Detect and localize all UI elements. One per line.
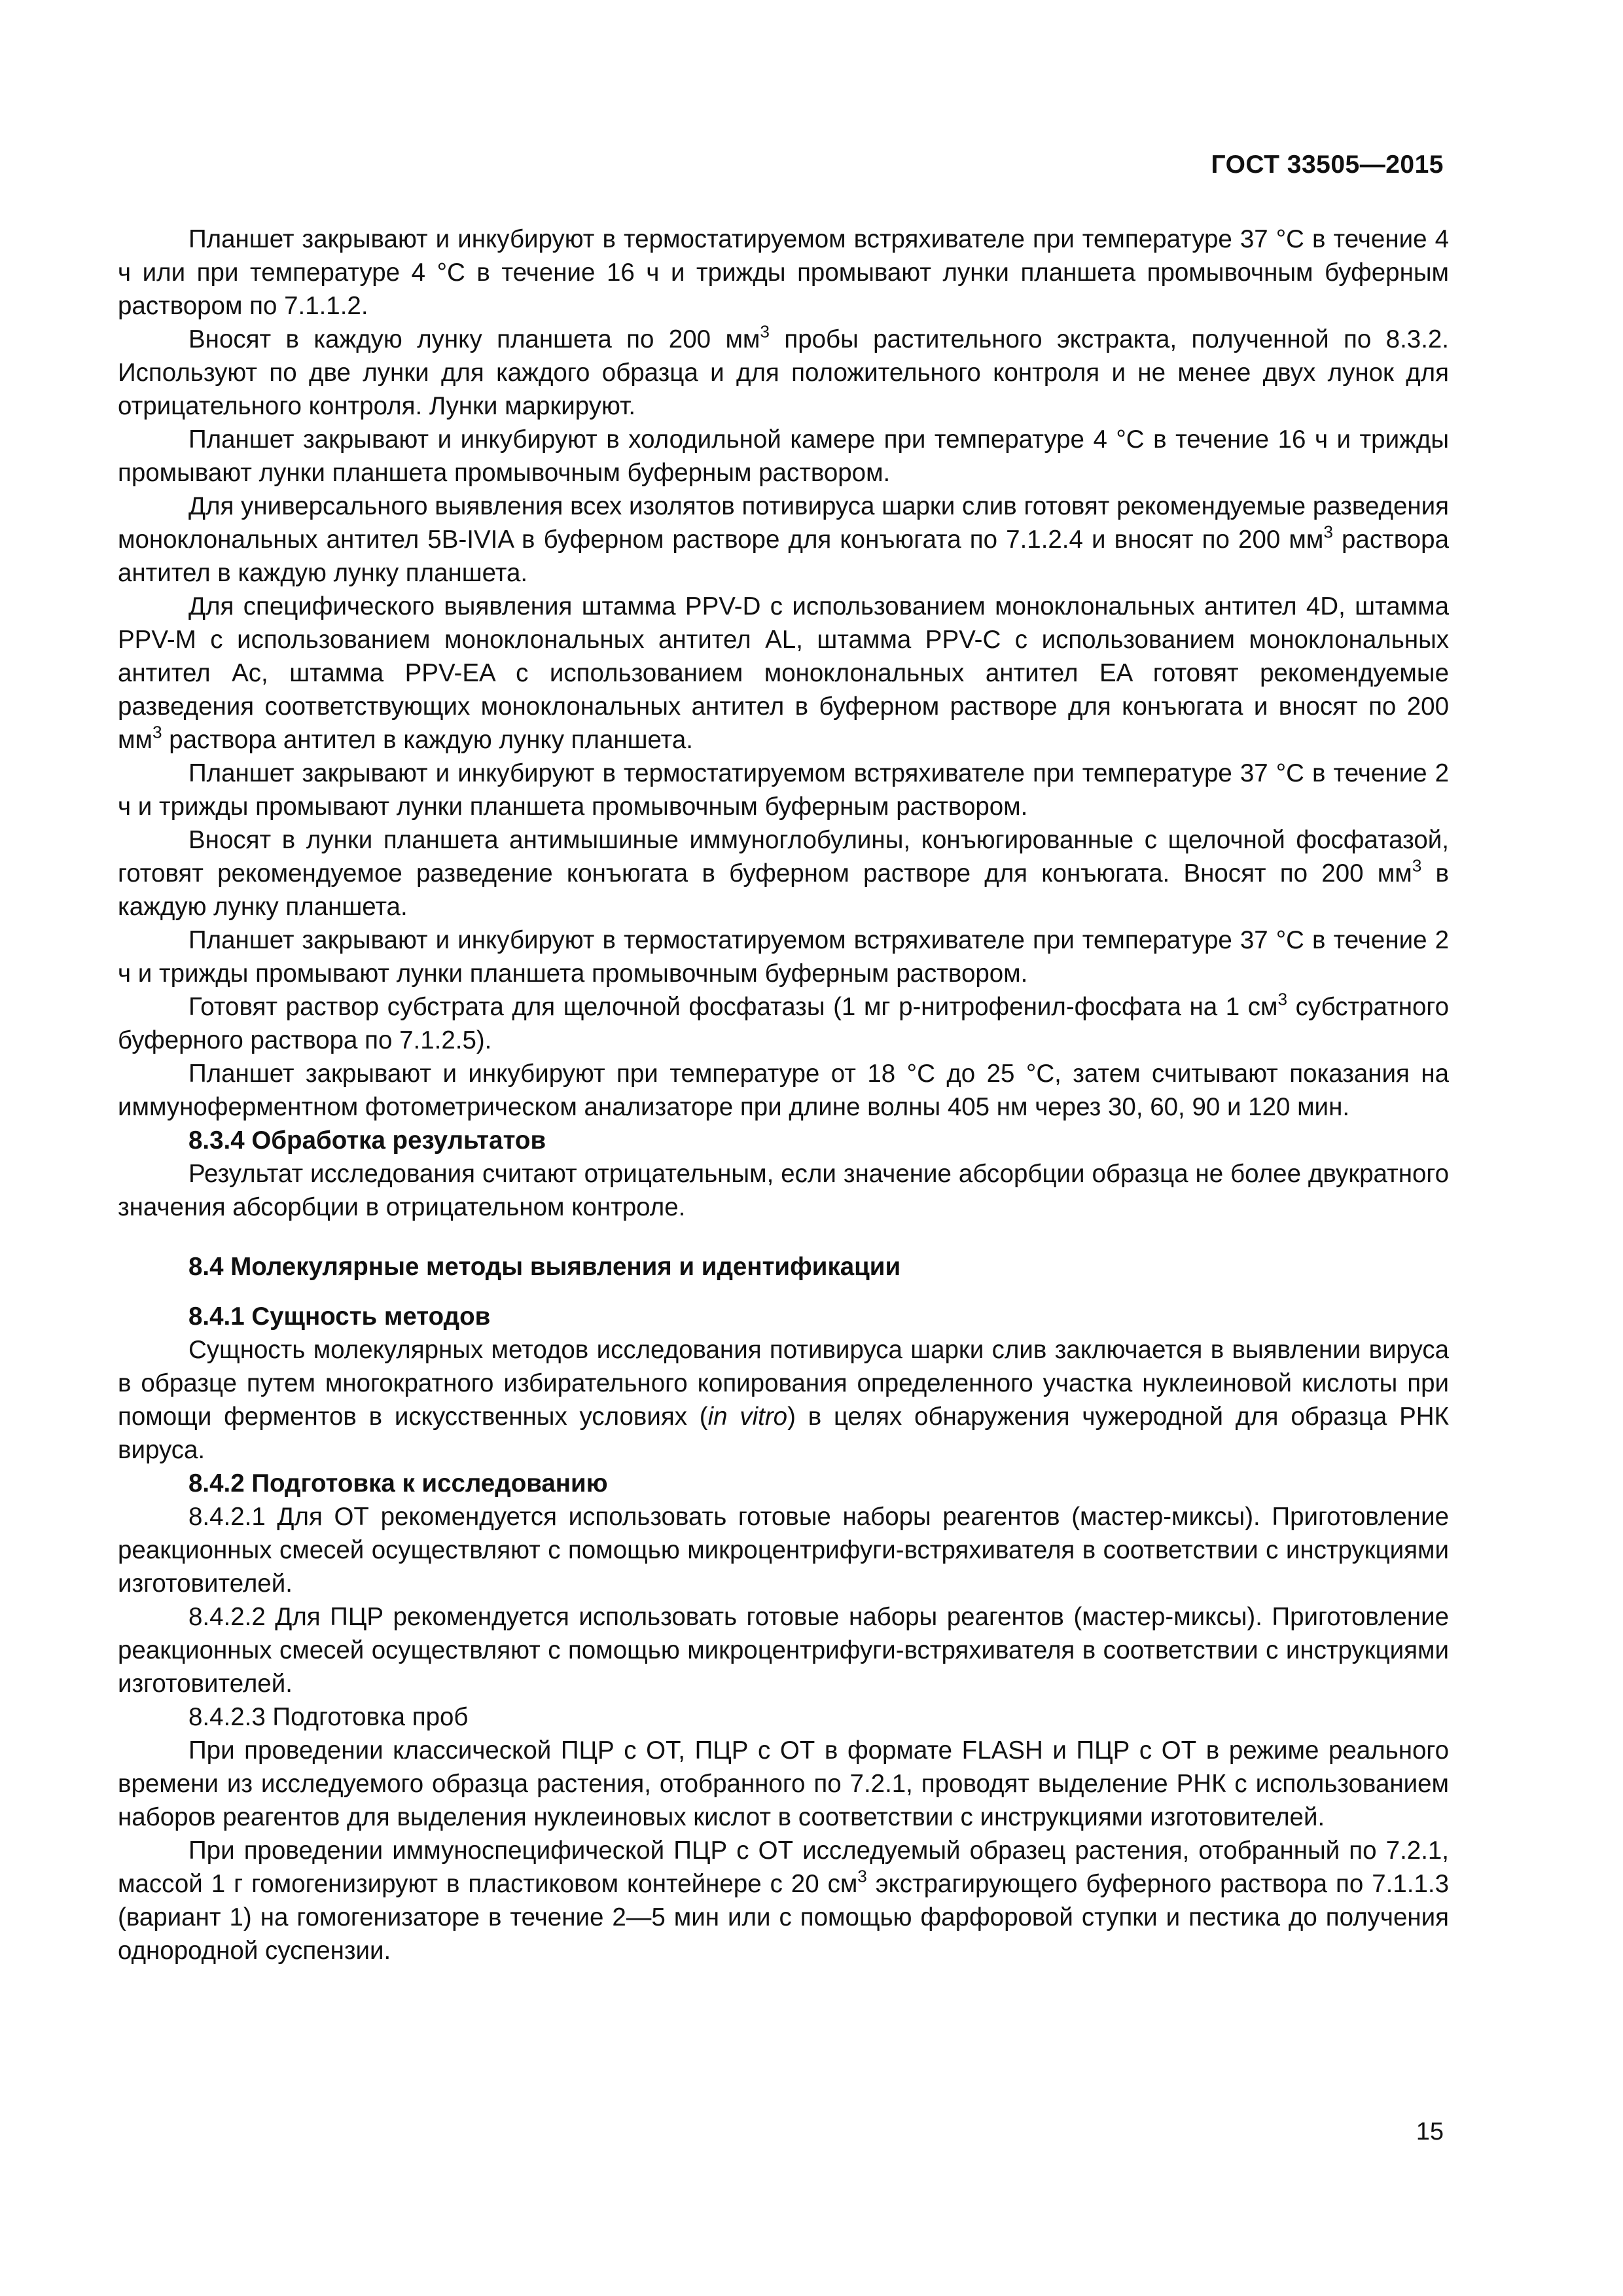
paragraph-8-4-2-3-title: 8.4.2.3 Подготовка проб xyxy=(188,1703,469,1731)
paragraph-incubation-cold: Планшет закрывают и инкубируют в холодильной камере при температуре 4 °С в течение 16 ч и трижды промывают лунки планшета промывочным буферным раствором. xyxy=(118,425,1449,487)
paragraph-conjugate-application: Вносят в лунки планшета антимышиные иммуноглобулины, конъюгированные с щелочной фосфатазой, готовят рекомендуемое разведение конъюгата в буферном растворе для конъюгата. Вносят по 200 $мм^3$ в каждую лунку планшета. xyxy=(118,826,1449,921)
paragraph-reading-results: Планшет закрывают и инкубируют при температуре от 18 °С до 25 °С, затем считывают показания на иммуноферментном фотометрическом анализаторе при длине волны 405 нм через 30, 60, 90 и 120 мин. xyxy=(118,1060,1449,1121)
section-heading-8-4-1: 8.4.1 Сущность методов xyxy=(188,1302,491,1331)
paragraph-result-interpretation: Результат исследования считают отрицательным, если значение абсорбции образца не более двукратного значения абсорбции в отрицательном контроле. xyxy=(118,1160,1449,1221)
paragraph-8-4-2-2: 8.4.2.2 Для ПЦР рекомендуется использовать готовые наборы реагентов (мастер-миксы). Приготовление реакционных смесей осуществляют с помощью микроцентрифуги-встряхивателя в соответствии с инструкциями изготовителей. xyxy=(118,1603,1449,1698)
section-heading-8-3-4: 8.3.4 Обработка результатов xyxy=(188,1126,546,1155)
page-number: 15 xyxy=(1416,2118,1444,2145)
section-heading-8-4: 8.4 Молекулярные методы выявления и идентификации xyxy=(188,1253,901,1281)
paragraph-sample-application: Вносят в каждую лунку планшета по 200 $мм^3$ пробы растительного экстракта, полученной по 8.3.2. Используют по две лунки для каждого образца и для положительного контроля и не менее двух лунок для отрицательного контроля. Лунки маркируют. xyxy=(118,321,1450,420)
paragraph-substrate-preparation: Готовят раствор субстрата для щелочной фосфатазы (1 мг p-нитрофенил-фосфата на 1 $см^3$ субстратного буферного раствора по 7.1.2.5). xyxy=(118,989,1449,1054)
paragraph-rna-extraction: При проведении классической ПЦР с ОТ, ПЦР с ОТ в формате FLASH и ПЦР с ОТ в режиме реального времени из исследуемого образца растения, отобранного по 7.2.1, проводят выделение РНК с использованием наборов реагентов для выделения нуклеиновых кислот в соответствии с инструкциями изготовителей. xyxy=(118,1736,1449,1831)
document-code-header: ГОСТ 33505—2015 xyxy=(1211,151,1444,179)
page-body xyxy=(118,223,1449,1967)
paragraph-incubation-3: Планшет закрывают и инкубируют в термостатируемом встряхивателе при температуре 37 °С в течение 2 ч и трижды промывают лунки планшета промывочным буферным раствором. xyxy=(118,926,1449,988)
paragraph-8-4-2-1: 8.4.2.1 Для ОТ рекомендуется использовать готовые наборы реагентов (мастер-миксы). Приготовление реакционных смесей осуществляют с помощью микроцентрифуги-встряхивателя в соответствии с инструкциями изготовителей. xyxy=(118,1503,1449,1598)
paragraph-incubation-1: Планшет закрывают и инкубируют в термостатируемом встряхивателе при температуре 37 °С в течение 4 ч или при температуре 4 °С в течение 16 ч и трижды промывают лунки планшета промывочным буферным раствором по 7.1.1.2. xyxy=(118,225,1449,320)
paragraph-method-essence: Сущность молекулярных методов исследования потивируса шарки слив заключается в выявлении вируса в образце путем многократного избирательного копирования определенного участка нуклеиновой кислоты при помощи ферментов в искусственных условиях (in vitro) в целях обнаружения чужеродной для образца РНК вируса. xyxy=(118,1336,1449,1464)
section-heading-8-4-2: 8.4.2 Подготовка к исследованию xyxy=(188,1469,608,1498)
paragraph-incubation-2: Планшет закрывают и инкубируют в термостатируемом встряхивателе при температуре 37 °С в течение 2 ч и трижды промывают лунки планшета промывочным буферным раствором. xyxy=(118,759,1449,821)
paragraph-immunospecific-pcr: При проведении иммуноспецифической ПЦР с ОТ исследуемый образец растения, отобранный по 7.2.1, массой 1 г гомогенизируют в пластиковом контейнере с 20 $см^3$ экстрагирующего буферного раствора по 7.1.1.3 (вариант 1) на гомогенизаторе в течение 2—5 мин или с помощью фарфоровой ступки и пестика до получения однородной суспензии. xyxy=(118,1837,1449,1965)
paragraph-universal-detection: Для универсального выявления всех изолятов потивируса шарки слив готовят рекомендуемые разведения моноклональных антител 5B-IVIA в буферном растворе для конъюгата по 7.1.2.4 и вносят по 200 $мм^3$ раствора антител в каждую лунку планшета. xyxy=(118,492,1449,587)
paragraph-specific-detection: Для специфического выявления штамма PPV-D с использованием моноклональных антител 4D, штамма PPV-M с использованием моноклональных антител AL, штамма PPV-C с использованием моноклональных антител Ac, штамма PPV-EA с использованием моноклональных антител EA готовят рекомендуемые разведения соответствующих моноклональных антител в буферном растворе для конъюгата и вносят по 200 $мм^3$ раствора антител в каждую лунку планшета. xyxy=(118,592,1449,754)
